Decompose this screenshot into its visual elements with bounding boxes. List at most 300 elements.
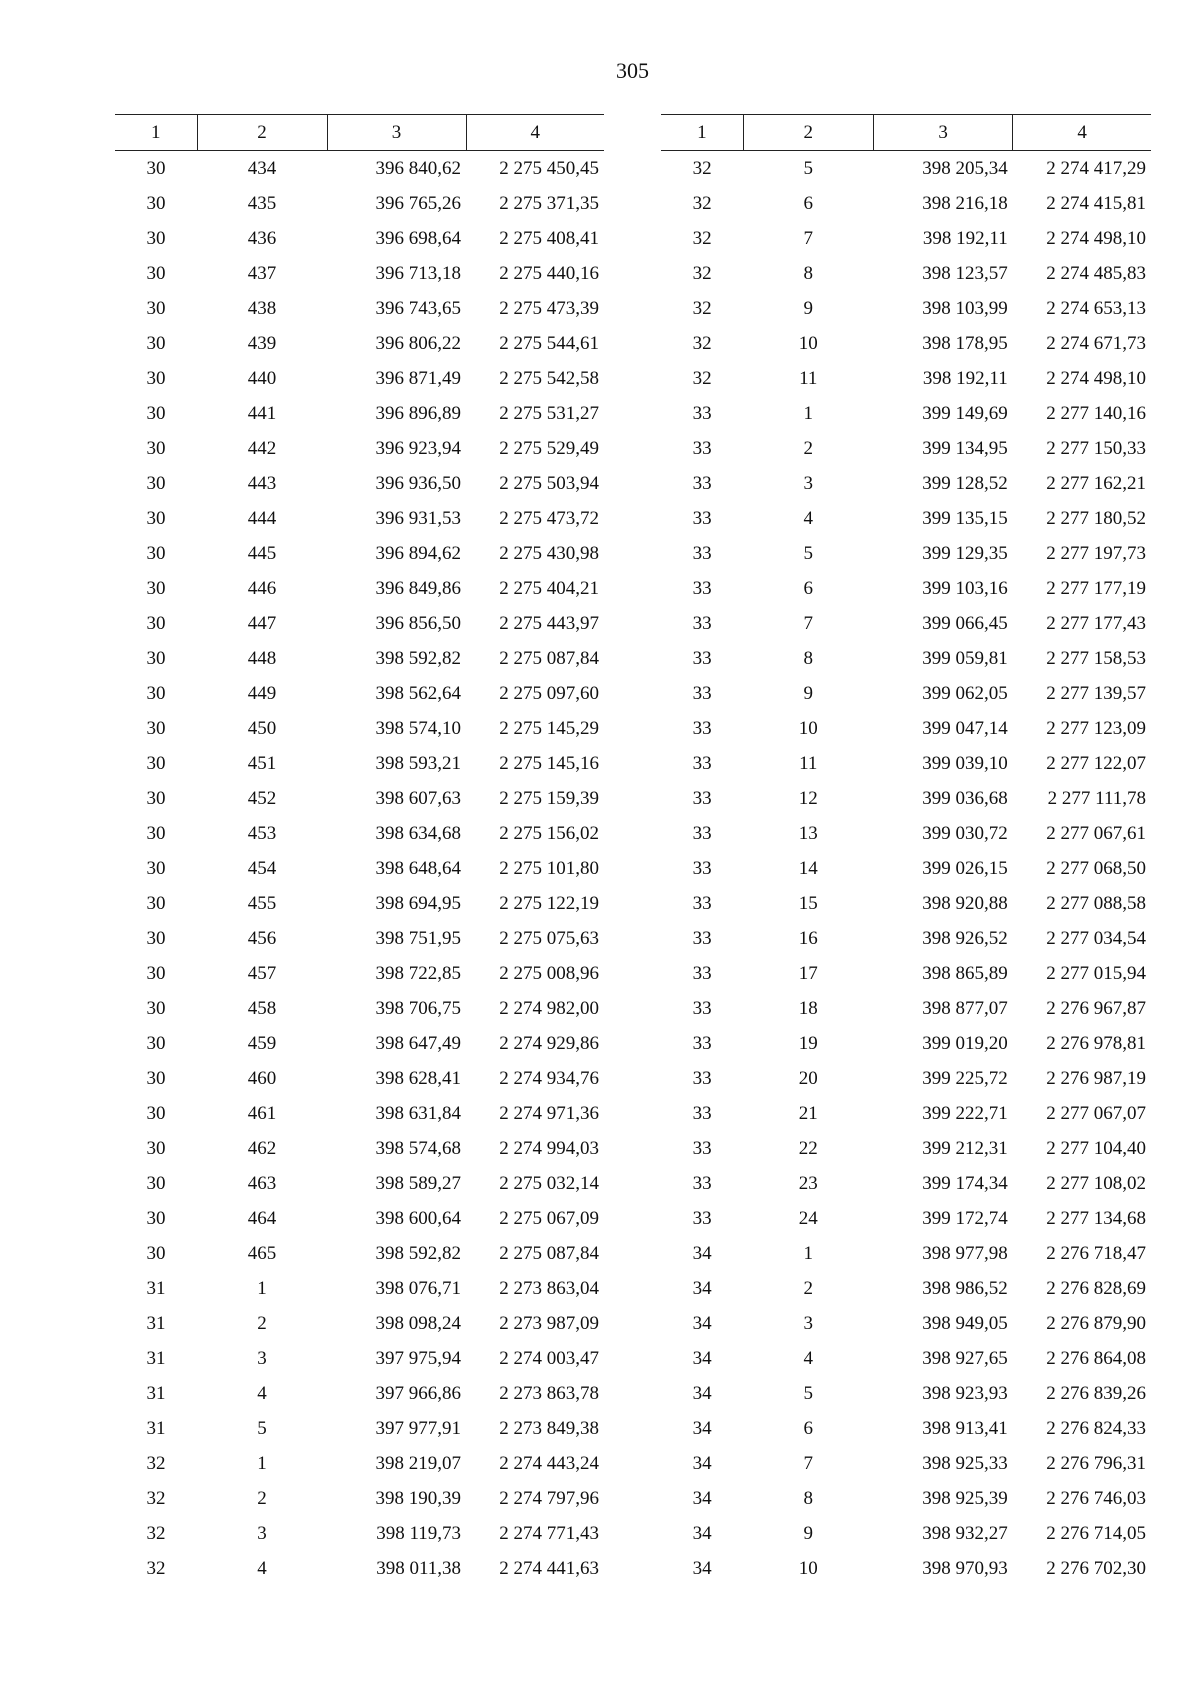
cell-col-3: 398 178,95 <box>922 332 1008 354</box>
cell-col-2: 444 <box>247 507 277 529</box>
table-row <box>661 781 1151 816</box>
cell-col-4: 2 275 404,21 <box>499 577 599 599</box>
cell-col-3: 396 765,26 <box>375 192 461 214</box>
coordinates-table-left <box>115 114 604 1586</box>
cell-col-2: 464 <box>247 1207 277 1229</box>
cell-col-4: 2 275 529,49 <box>499 437 599 459</box>
cell-col-4: 2 273 863,04 <box>499 1277 599 1299</box>
table-row <box>661 1306 1151 1341</box>
cell-col-2: 11 <box>799 367 818 389</box>
table-row <box>661 1341 1151 1376</box>
cell-col-2: 5 <box>803 1382 814 1404</box>
cell-col-4: 2 275 101,80 <box>499 857 599 879</box>
cell-col-2: 458 <box>247 997 277 1019</box>
cell-col-3: 398 722,85 <box>375 962 461 984</box>
cell-col-1: 30 <box>146 297 166 319</box>
cell-col-4: 2 275 145,29 <box>499 717 599 739</box>
cell-col-3: 398 920,88 <box>922 892 1008 914</box>
cell-col-2: 3 <box>257 1522 267 1544</box>
cell-col-2: 24 <box>798 1207 818 1229</box>
cell-col-4: 2 276 796,31 <box>1046 1452 1146 1474</box>
cell-col-4: 2 276 828,69 <box>1046 1277 1146 1299</box>
table-row <box>661 851 1151 886</box>
cell-col-3: 396 840,62 <box>375 157 461 179</box>
cell-col-4: 2 274 929,86 <box>499 1032 599 1054</box>
cell-col-1: 34 <box>692 1347 712 1369</box>
cell-col-2: 462 <box>247 1137 277 1159</box>
cell-col-1: 34 <box>692 1417 712 1439</box>
cell-col-2: 11 <box>799 752 818 774</box>
cell-col-1: 33 <box>692 1207 712 1229</box>
page-number: 305 <box>616 58 649 83</box>
cell-col-3: 398 103,99 <box>922 297 1008 319</box>
table-row <box>115 396 604 431</box>
cell-col-2: 12 <box>798 787 818 809</box>
cell-col-1: 33 <box>692 997 712 1019</box>
table-row <box>661 326 1151 361</box>
cell-col-1: 30 <box>146 857 166 879</box>
cell-col-1: 31 <box>146 1382 166 1404</box>
cell-col-2: 439 <box>247 332 277 354</box>
cell-col-1: 30 <box>146 892 166 914</box>
cell-col-2: 20 <box>798 1067 818 1089</box>
cell-col-1: 30 <box>146 332 166 354</box>
cell-col-3: 398 986,52 <box>922 1277 1008 1299</box>
cell-col-1: 32 <box>692 262 712 284</box>
cell-col-3: 398 631,84 <box>375 1102 461 1124</box>
table-row <box>661 291 1151 326</box>
table-header-row <box>661 115 1151 151</box>
cell-col-4: 2 274 934,76 <box>499 1067 599 1089</box>
cell-col-2: 465 <box>247 1242 277 1264</box>
cell-col-4: 2 275 544,61 <box>499 332 599 354</box>
table-row <box>115 816 604 851</box>
cell-col-3: 397 966,86 <box>375 1382 461 1404</box>
cell-col-1: 31 <box>146 1347 166 1369</box>
cell-col-3: 399 039,10 <box>922 752 1008 774</box>
cell-col-3: 399 103,16 <box>922 577 1008 599</box>
cell-col-1: 30 <box>146 822 166 844</box>
cell-col-1: 30 <box>146 962 166 984</box>
cell-col-2: 440 <box>247 367 277 389</box>
column-header-2: 2 <box>743 115 873 151</box>
cell-col-4: 2 274 498,10 <box>1046 367 1146 389</box>
cell-col-2: 459 <box>247 1032 277 1054</box>
cell-col-4: 2 275 008,96 <box>499 962 599 984</box>
cell-col-2: 4 <box>803 1347 814 1369</box>
cell-col-1: 32 <box>692 332 712 354</box>
cell-col-1: 30 <box>146 787 166 809</box>
cell-col-3: 398 927,65 <box>922 1347 1008 1369</box>
cell-col-4: 2 276 879,90 <box>1046 1312 1146 1334</box>
table-row <box>661 396 1151 431</box>
cell-col-2: 438 <box>247 297 277 319</box>
cell-col-4: 2 277 034,54 <box>1046 927 1146 949</box>
cell-col-2: 17 <box>798 962 818 984</box>
cell-col-2: 450 <box>247 717 277 739</box>
cell-col-4: 2 277 122,07 <box>1046 752 1146 774</box>
cell-col-1: 33 <box>692 717 712 739</box>
cell-col-4: 2 275 371,35 <box>499 192 599 214</box>
cell-col-4: 2 273 849,38 <box>499 1417 599 1439</box>
table-row <box>115 641 604 676</box>
cell-col-3: 398 926,52 <box>922 927 1008 949</box>
cell-col-4: 2 275 075,63 <box>499 927 599 949</box>
table-row <box>115 921 604 956</box>
table-row <box>661 1201 1151 1236</box>
cell-col-2: 6 <box>803 1417 814 1439</box>
cell-col-3: 398 123,57 <box>922 262 1008 284</box>
cell-col-1: 33 <box>692 612 712 634</box>
cell-col-2: 15 <box>798 892 818 914</box>
table-row <box>661 186 1151 221</box>
cell-col-4: 2 277 197,73 <box>1046 542 1146 564</box>
cell-col-4: 2 274 982,00 <box>499 997 599 1019</box>
cell-col-3: 398 877,07 <box>922 997 1008 1019</box>
table-row <box>661 151 1151 187</box>
cell-col-4: 2 277 088,58 <box>1046 892 1146 914</box>
table-row <box>661 606 1151 641</box>
table-row <box>115 1481 604 1516</box>
cell-col-3: 398 076,71 <box>375 1277 461 1299</box>
cell-col-3: 396 698,64 <box>375 227 461 249</box>
cell-col-4: 2 276 978,81 <box>1046 1032 1146 1054</box>
table-row <box>115 256 604 291</box>
cell-col-1: 33 <box>692 787 712 809</box>
cell-col-4: 2 277 067,07 <box>1046 1102 1146 1124</box>
cell-col-1: 33 <box>692 1032 712 1054</box>
cell-col-3: 398 216,18 <box>922 192 1008 214</box>
cell-col-2: 5 <box>803 542 814 564</box>
table-row <box>661 536 1151 571</box>
cell-col-4: 2 275 087,84 <box>499 1242 599 1264</box>
cell-col-1: 34 <box>692 1557 712 1579</box>
cell-col-2: 8 <box>803 262 814 284</box>
cell-col-4: 2 274 441,63 <box>499 1557 599 1579</box>
table-row <box>115 1446 604 1481</box>
cell-col-2: 447 <box>247 612 277 634</box>
cell-col-4: 2 274 417,29 <box>1046 157 1146 179</box>
table-row <box>115 991 604 1026</box>
cell-col-2: 18 <box>798 997 818 1019</box>
table-header-row <box>115 115 604 151</box>
cell-col-2: 2 <box>803 1277 814 1299</box>
cell-col-3: 398 634,68 <box>375 822 461 844</box>
cell-col-1: 30 <box>146 577 166 599</box>
cell-col-1: 34 <box>692 1487 712 1509</box>
cell-col-3: 398 190,39 <box>375 1487 461 1509</box>
cell-col-2: 456 <box>247 927 277 949</box>
cell-col-1: 34 <box>692 1522 712 1544</box>
cell-col-2: 14 <box>798 857 818 879</box>
table-row <box>661 641 1151 676</box>
table-row <box>661 466 1151 501</box>
table-row <box>661 571 1151 606</box>
cell-col-1: 34 <box>692 1242 712 1264</box>
cell-col-4: 2 277 104,40 <box>1046 1137 1146 1159</box>
cell-col-4: 2 277 068,50 <box>1046 857 1146 879</box>
cell-col-1: 34 <box>692 1312 712 1334</box>
table-row <box>115 571 604 606</box>
cell-col-4: 2 275 145,16 <box>499 752 599 774</box>
cell-col-4: 2 277 123,09 <box>1046 717 1146 739</box>
cell-col-3: 399 128,52 <box>922 472 1008 494</box>
cell-col-1: 33 <box>692 857 712 879</box>
cell-col-3: 398 694,95 <box>375 892 461 914</box>
cell-col-4: 2 274 771,43 <box>499 1522 599 1544</box>
cell-col-1: 30 <box>146 1172 166 1194</box>
cell-col-2: 10 <box>798 717 818 739</box>
cell-col-2: 446 <box>247 577 277 599</box>
cell-col-1: 34 <box>692 1452 712 1474</box>
cell-col-1: 30 <box>146 1207 166 1229</box>
cell-col-1: 30 <box>146 997 166 1019</box>
cell-col-3: 398 562,64 <box>375 682 461 704</box>
cell-col-3: 396 923,94 <box>375 437 461 459</box>
cell-col-1: 32 <box>146 1452 166 1474</box>
cell-col-4: 2 274 994,03 <box>499 1137 599 1159</box>
cell-col-3: 399 212,31 <box>922 1137 1008 1159</box>
cell-col-3: 398 648,64 <box>375 857 461 879</box>
table-row <box>661 1481 1151 1516</box>
table-row <box>115 291 604 326</box>
cell-col-3: 399 019,20 <box>922 1032 1008 1054</box>
table-row <box>661 1236 1151 1271</box>
cell-col-2: 23 <box>798 1172 818 1194</box>
cell-col-3: 398 647,49 <box>375 1032 461 1054</box>
column-header-3: 3 <box>327 115 466 151</box>
column-header-1: 1 <box>115 115 197 151</box>
cell-col-1: 33 <box>692 962 712 984</box>
cell-col-2: 442 <box>247 437 277 459</box>
cell-col-2: 7 <box>803 227 814 249</box>
cell-col-1: 33 <box>692 1102 712 1124</box>
cell-col-2: 435 <box>247 192 277 214</box>
cell-col-1: 30 <box>146 157 166 179</box>
cell-col-1: 30 <box>146 227 166 249</box>
cell-col-3: 398 932,27 <box>922 1522 1008 1544</box>
cell-col-1: 30 <box>146 507 166 529</box>
cell-col-3: 399 026,15 <box>922 857 1008 879</box>
cell-col-1: 32 <box>146 1522 166 1544</box>
table-row <box>661 1376 1151 1411</box>
cell-col-4: 2 275 531,27 <box>499 402 599 424</box>
table-row <box>661 1131 1151 1166</box>
cell-col-1: 32 <box>692 297 712 319</box>
cell-col-3: 398 913,41 <box>922 1417 1008 1439</box>
table-row <box>661 1446 1151 1481</box>
cell-col-1: 30 <box>146 1032 166 1054</box>
cell-col-2: 1 <box>257 1452 267 1474</box>
cell-col-2: 436 <box>247 227 277 249</box>
cell-col-1: 30 <box>146 472 166 494</box>
cell-col-3: 398 977,98 <box>922 1242 1008 1264</box>
cell-col-1: 33 <box>692 472 712 494</box>
cell-col-2: 7 <box>803 1452 814 1474</box>
cell-col-2: 2 <box>257 1487 267 1509</box>
table-row <box>115 1166 604 1201</box>
cell-col-1: 33 <box>692 507 712 529</box>
column-header-1: 1 <box>661 115 743 151</box>
cell-col-2: 461 <box>247 1102 277 1124</box>
table-row <box>115 1131 604 1166</box>
cell-col-4: 2 275 097,60 <box>499 682 599 704</box>
cell-col-1: 33 <box>692 402 712 424</box>
cell-col-1: 33 <box>692 437 712 459</box>
table-row <box>115 1551 604 1586</box>
table-row <box>115 361 604 396</box>
cell-col-2: 434 <box>247 157 277 179</box>
cell-col-3: 399 225,72 <box>922 1067 1008 1089</box>
cell-col-3: 396 871,49 <box>375 367 461 389</box>
cell-col-4: 2 277 111,78 <box>1047 787 1146 809</box>
cell-col-2: 2 <box>803 437 814 459</box>
cell-col-4: 2 277 177,19 <box>1046 577 1146 599</box>
cell-col-3: 398 574,68 <box>375 1137 461 1159</box>
cell-col-1: 31 <box>146 1277 166 1299</box>
cell-col-4: 2 276 987,19 <box>1046 1067 1146 1089</box>
table-row <box>661 1411 1151 1446</box>
cell-col-3: 399 036,68 <box>922 787 1008 809</box>
cell-col-2: 441 <box>247 402 277 424</box>
cell-col-3: 398 600,64 <box>375 1207 461 1229</box>
cell-col-1: 31 <box>146 1312 166 1334</box>
table-row <box>115 151 604 187</box>
cell-col-3: 399 149,69 <box>922 402 1008 424</box>
cell-col-3: 398 119,73 <box>376 1522 461 1544</box>
cell-col-4: 2 276 839,26 <box>1046 1382 1146 1404</box>
cell-col-2: 9 <box>803 1522 814 1544</box>
cell-col-2: 5 <box>803 157 814 179</box>
table-row <box>115 326 604 361</box>
cell-col-3: 398 925,39 <box>922 1487 1008 1509</box>
cell-col-3: 396 894,62 <box>375 542 461 564</box>
cell-col-1: 33 <box>692 752 712 774</box>
cell-col-2: 3 <box>257 1347 267 1369</box>
cell-col-3: 399 129,35 <box>922 542 1008 564</box>
cell-col-4: 2 275 032,14 <box>499 1172 599 1194</box>
table-row <box>115 781 604 816</box>
table-row <box>115 606 604 641</box>
table-row <box>661 1026 1151 1061</box>
cell-col-1: 32 <box>146 1487 166 1509</box>
table-row <box>115 1341 604 1376</box>
cell-col-2: 6 <box>803 577 814 599</box>
cell-col-3: 398 923,93 <box>922 1382 1008 1404</box>
cell-col-2: 13 <box>798 822 818 844</box>
table-row <box>115 1271 604 1306</box>
table-row <box>661 221 1151 256</box>
cell-col-4: 2 275 156,02 <box>499 822 599 844</box>
cell-col-2: 9 <box>803 682 814 704</box>
cell-col-3: 399 047,14 <box>922 717 1008 739</box>
cell-col-2: 3 <box>803 472 814 494</box>
cell-col-1: 33 <box>692 892 712 914</box>
cell-col-4: 2 276 824,33 <box>1046 1417 1146 1439</box>
cell-col-3: 399 222,71 <box>922 1102 1008 1124</box>
cell-col-2: 1 <box>803 402 814 424</box>
table-row <box>661 676 1151 711</box>
cell-col-4: 2 276 702,30 <box>1046 1557 1146 1579</box>
cell-col-2: 22 <box>798 1137 818 1159</box>
cell-col-4: 2 274 415,81 <box>1046 192 1146 214</box>
cell-col-3: 398 865,89 <box>922 962 1008 984</box>
table-row <box>115 186 604 221</box>
cell-col-2: 19 <box>798 1032 818 1054</box>
table-row <box>115 956 604 991</box>
cell-col-4: 2 277 177,43 <box>1046 612 1146 634</box>
cell-col-1: 30 <box>146 612 166 634</box>
table-row <box>115 746 604 781</box>
cell-col-2: 5 <box>257 1417 267 1439</box>
cell-col-3: 398 592,82 <box>375 647 461 669</box>
cell-col-3: 399 172,74 <box>922 1207 1008 1229</box>
cell-col-1: 30 <box>146 682 166 704</box>
cell-col-4: 2 277 140,16 <box>1046 402 1146 424</box>
cell-col-4: 2 276 718,47 <box>1046 1242 1146 1264</box>
column-header-4: 4 <box>1013 115 1151 151</box>
cell-col-3: 398 192,11 <box>922 367 1008 389</box>
cell-col-2: 2 <box>257 1312 267 1334</box>
cell-col-1: 33 <box>692 1137 712 1159</box>
cell-col-2: 10 <box>798 1557 818 1579</box>
cell-col-4: 2 275 087,84 <box>499 647 599 669</box>
cell-col-1: 30 <box>146 1067 166 1089</box>
cell-col-4: 2 275 503,94 <box>499 472 599 494</box>
cell-col-1: 30 <box>146 1242 166 1264</box>
table-row <box>661 256 1151 291</box>
cell-col-3: 396 806,22 <box>375 332 461 354</box>
cell-col-2: 21 <box>798 1102 818 1124</box>
cell-col-4: 2 275 443,97 <box>499 612 599 634</box>
cell-col-2: 449 <box>247 682 277 704</box>
cell-col-2: 4 <box>257 1382 267 1404</box>
table-row <box>661 921 1151 956</box>
cell-col-4: 2 274 003,47 <box>499 1347 599 1369</box>
cell-col-4: 2 277 162,21 <box>1046 472 1146 494</box>
cell-col-3: 398 205,34 <box>922 157 1008 179</box>
table-row <box>661 361 1151 396</box>
cell-col-3: 396 849,86 <box>375 577 461 599</box>
cell-col-3: 399 174,34 <box>922 1172 1008 1194</box>
cell-col-2: 4 <box>803 507 814 529</box>
cell-col-2: 445 <box>247 542 277 564</box>
cell-col-3: 398 706,75 <box>375 997 461 1019</box>
cell-col-4: 2 275 408,41 <box>499 227 599 249</box>
cell-col-4: 2 275 122,19 <box>499 892 599 914</box>
cell-col-3: 398 593,21 <box>375 752 461 774</box>
cell-col-3: 396 856,50 <box>375 612 461 634</box>
cell-col-3: 398 011,38 <box>376 1557 461 1579</box>
cell-col-1: 33 <box>692 682 712 704</box>
table-row <box>661 1061 1151 1096</box>
cell-col-4: 2 276 967,87 <box>1046 997 1146 1019</box>
cell-col-4: 2 277 150,33 <box>1046 437 1146 459</box>
cell-col-3: 399 066,45 <box>922 612 1008 634</box>
cell-col-2: 1 <box>257 1277 267 1299</box>
column-header-4: 4 <box>466 115 604 151</box>
cell-col-4: 2 276 746,03 <box>1046 1487 1146 1509</box>
table-row <box>115 1411 604 1446</box>
cell-col-4: 2 273 987,09 <box>499 1312 599 1334</box>
cell-col-3: 398 925,33 <box>922 1452 1008 1474</box>
table-row <box>115 536 604 571</box>
cell-col-4: 2 277 067,61 <box>1046 822 1146 844</box>
table-row <box>661 431 1151 466</box>
cell-col-3: 399 135,15 <box>922 507 1008 529</box>
cell-col-2: 463 <box>247 1172 277 1194</box>
table-row <box>115 1516 604 1551</box>
